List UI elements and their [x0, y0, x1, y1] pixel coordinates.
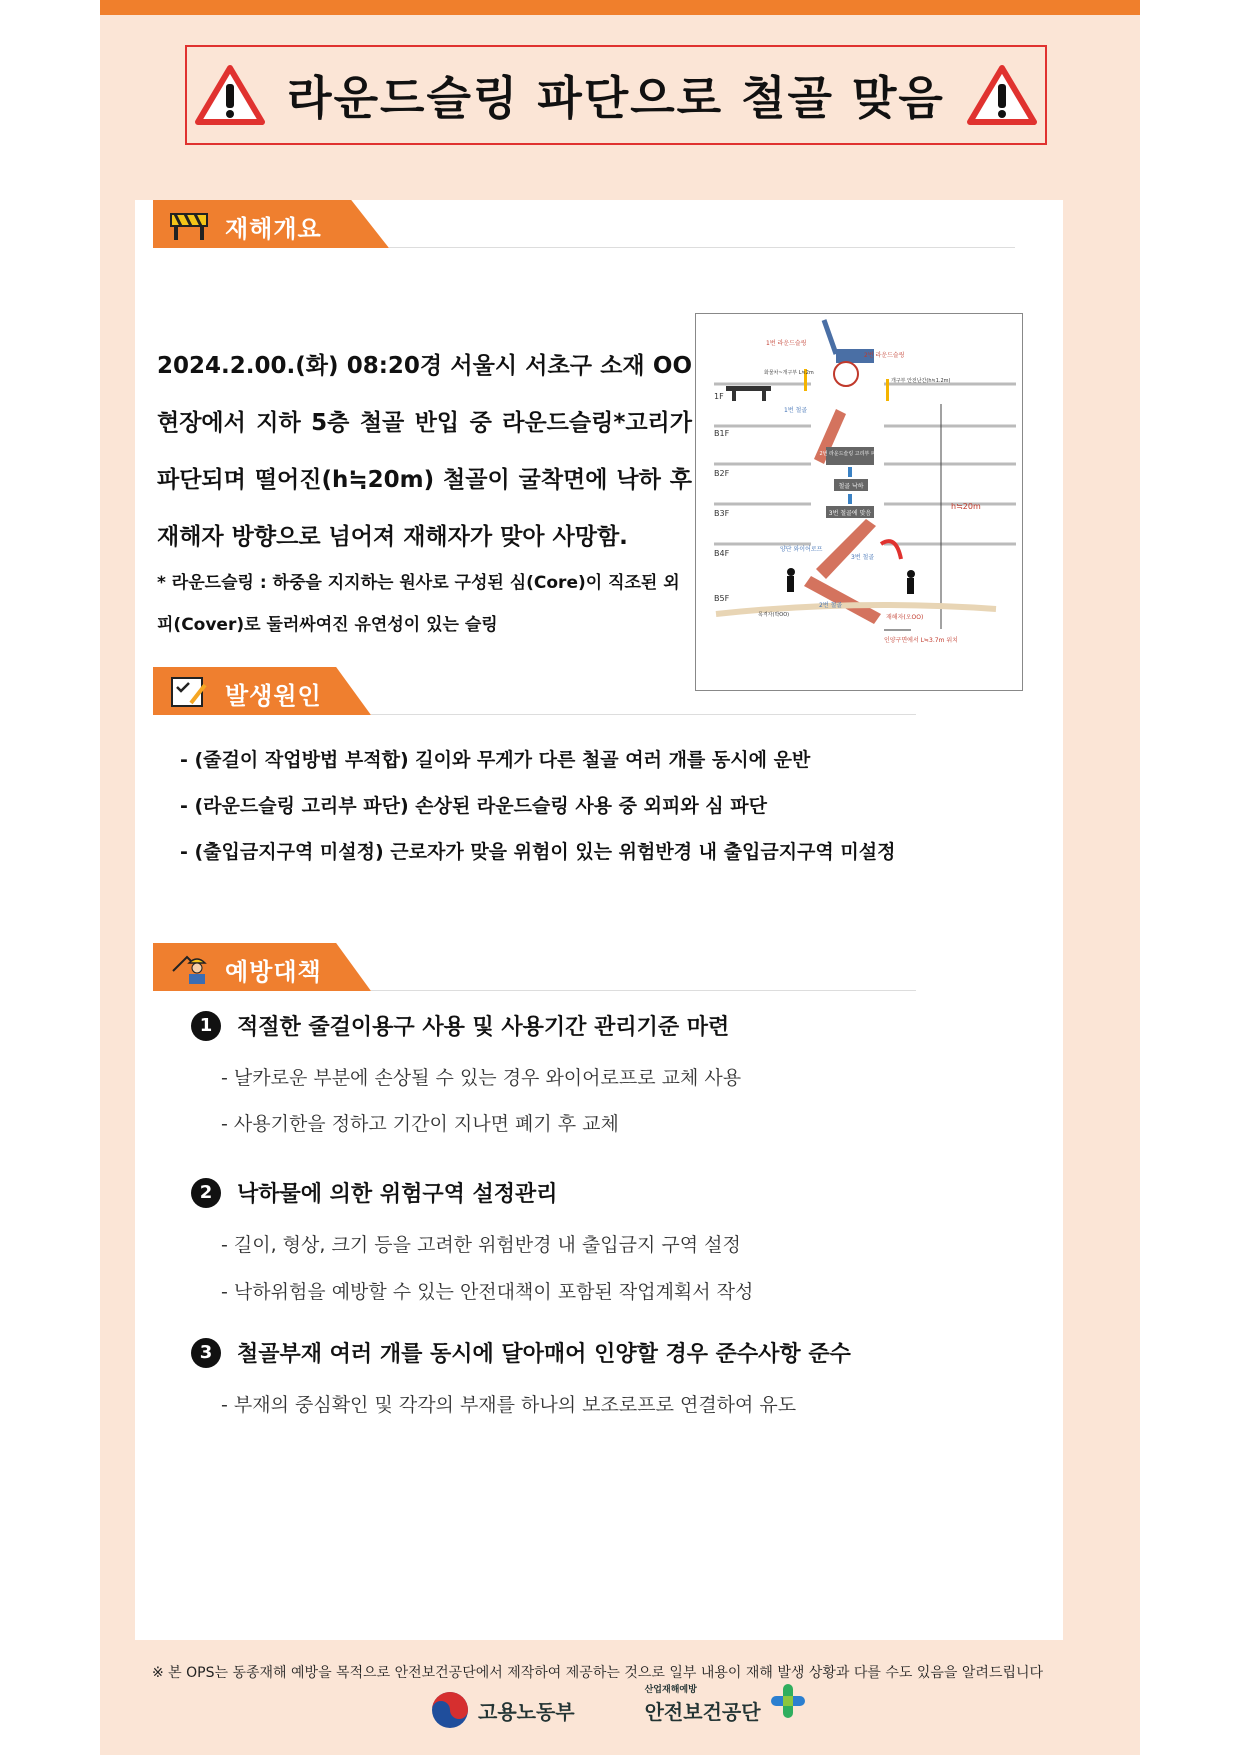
measure-heading: [191, 1177, 558, 1208]
page: [100, 0, 1140, 1755]
title-box: [185, 45, 1047, 145]
diagram-label: 2번 라운드슬링: [864, 352, 905, 359]
floor-label: B1F: [714, 429, 730, 438]
measure-item: - 낙하위험을 예방할 수 있는 안전대책이 포함된 작업계획서 작성: [221, 1281, 754, 1303]
diagram-step: 2번 라운드슬링 고리부 파단: [819, 451, 881, 457]
section-header-cause: [153, 667, 915, 715]
diagram-label: 인양구면에서 L≒3.7m 위치: [884, 637, 958, 644]
diagram-label: 3번 철골: [851, 554, 875, 561]
section-title: 예방대책: [225, 958, 322, 986]
cause-item: - (라운드슬링 고리부 파단) 손상된 라운드슬링 사용 중 외피와 심 파단: [180, 795, 767, 817]
diagram-label: 양단 와이어로프: [780, 546, 823, 553]
diagram-label: 개구부 안전난간(h≒1.2m): [891, 378, 951, 384]
ministry-name: 고용노동부: [478, 1699, 575, 1724]
measure-number: 2: [191, 1178, 221, 1208]
floor-label: B5F: [714, 594, 730, 603]
floor-label: B2F: [714, 469, 730, 478]
overview-text: 2024.2.00.(화) 08:20경 서울시 서초구 소재 OO 현장에서 지하 5층 철골 반입 중 라운드슬링*고리가 파단되며 떨어진(h≒20m) 철골이 굴착면에 낙하 후 재해자 방향으로 넘어져 재해자가 맞아 사망함.: [157, 353, 692, 550]
diagram-step: 철골 낙하: [838, 483, 864, 490]
diagram-step: 3번 철골에 맞음: [828, 510, 872, 517]
cross-icon: [769, 1682, 807, 1720]
warning-icon: [967, 64, 1037, 126]
accident-diagram: [695, 313, 1023, 691]
floor-label: 1F: [714, 392, 724, 401]
measure-title: 낙하물에 의한 위험구역 설정관리: [237, 1182, 558, 1207]
diagram-label: 목격자(박OO): [758, 612, 790, 618]
kosha-subtitle: 산업재해예방: [644, 1684, 697, 1695]
top-accent-bar: [100, 0, 1140, 15]
diagram-height: h≒20m: [951, 502, 981, 511]
floor-label: B4F: [714, 549, 730, 558]
cause-item: - (출입금지구역 미설정) 근로자가 맞을 위험이 있는 위험반경 내 출입금지구역 미설정: [180, 841, 896, 863]
checklist-icon: [169, 675, 209, 709]
measure-heading: [191, 1337, 851, 1368]
diagram-label: 재해자(오OO): [886, 614, 924, 621]
kosha-logo: [644, 1684, 807, 1725]
measure-item: - 길이, 형상, 크기 등을 고려한 위험반경 내 출입금지 구역 설정: [221, 1234, 741, 1256]
section-header-overview: [153, 200, 1015, 248]
content-card: [135, 200, 1063, 1640]
taeguk-icon: [430, 1690, 470, 1730]
page-title: 라운드슬링 파단으로 철골 맞음: [287, 71, 945, 125]
section-title: 발생원인: [225, 682, 322, 710]
warning-icon: [195, 64, 265, 126]
kosha-name: 안전보건공단: [644, 1699, 761, 1724]
diagram-label: 2번 철골: [819, 602, 843, 609]
measure-number: 1: [191, 1011, 221, 1041]
measure-item: - 날카로운 부분에 손상될 수 있는 경우 와이어로프로 교체 사용: [221, 1067, 742, 1089]
worker-icon: [169, 951, 209, 985]
floor-label: B3F: [714, 509, 730, 518]
footer-logos: [430, 1684, 807, 1730]
disclaimer: ※ 본 OPS는 동종재해 예방을 목적으로 안전보건공단에서 제작하여 제공하는 것으로 일부 내용이 재해 발생 상황과 다를 수도 있음을 알려드립니다: [152, 1665, 1044, 1681]
measure-heading: [191, 1010, 729, 1041]
section-header-prevention: [153, 943, 1015, 991]
measure-title: 적절한 줄걸이용구 사용 및 사용기간 관리기준 마련: [237, 1015, 730, 1040]
measure-number: 3: [191, 1338, 221, 1368]
measure-item: - 사용기한을 정하고 기간이 지나면 폐기 후 교체: [221, 1113, 619, 1135]
diagram-label: 화물차~개구부 L≒2m: [764, 370, 814, 376]
measure-title: 철골부재 여러 개를 동시에 달아매어 인양할 경우 준수사항 준수: [237, 1342, 851, 1367]
barricade-icon: [169, 208, 209, 242]
ministry-logo: [430, 1690, 575, 1730]
cause-item: - (줄걸이 작업방법 부적합) 길이와 무게가 다른 철골 여러 개를 동시에 운반: [180, 749, 811, 771]
section-title: 재해개요: [225, 215, 322, 243]
diagram-label: 1번 철골: [784, 407, 808, 414]
overview-footnote: * 라운드슬링 : 하중을 지지하는 원사로 구성된 심(Core)이 직조된 외피(Cover)로 둘러싸여진 유연성이 있는 슬링: [157, 573, 680, 635]
measure-item: - 부재의 중심확인 및 각각의 부재를 하나의 보조로프로 연결하여 유도: [221, 1394, 797, 1416]
diagram-label: 1번 라운드슬링: [766, 340, 807, 347]
